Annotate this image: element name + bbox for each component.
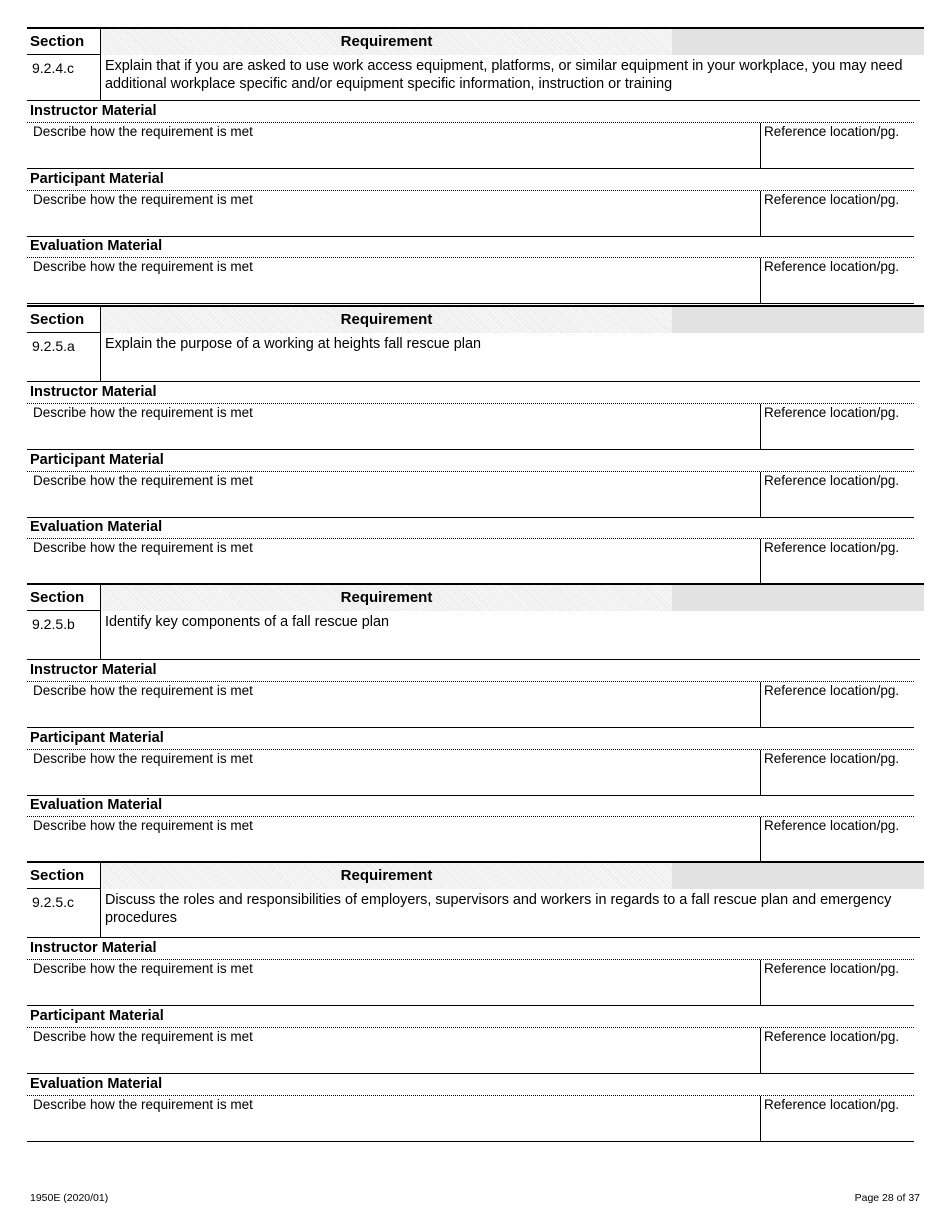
material-title: Instructor Material (30, 103, 157, 119)
material-title: Participant Material (30, 452, 164, 468)
requirement-block (27, 583, 924, 861)
describe-field[interactable]: Describe how the requirement is met (33, 124, 253, 139)
reference-field[interactable]: Reference location/pg. (760, 404, 914, 449)
reference-field[interactable]: Reference location/pg. (760, 1028, 914, 1073)
requirement-header: Requirement (100, 29, 672, 55)
form-id: 1950E (2020/01) (30, 1192, 109, 1204)
describe-field[interactable]: Describe how the requirement is met (33, 1097, 253, 1112)
reference-field[interactable]: Reference location/pg. (760, 960, 914, 1005)
table-header (27, 861, 924, 889)
requirement-block (27, 305, 924, 583)
material-title: Evaluation Material (30, 519, 163, 535)
reference-field[interactable]: Reference location/pg. (760, 123, 914, 168)
requirement-block (27, 861, 924, 1143)
section-code: 9.2.5.b (32, 616, 75, 632)
participant-material-group (27, 451, 914, 519)
describe-field[interactable]: Describe how the requirement is met (33, 192, 253, 207)
evaluation-material-group (27, 796, 914, 864)
table-header (27, 305, 924, 333)
participant-material-group (27, 1007, 914, 1075)
divider (27, 937, 920, 938)
section-code: 9.2.4.c (32, 60, 75, 76)
material-title: Evaluation Material (30, 797, 163, 813)
section-header: Section (30, 311, 85, 328)
material-title: Evaluation Material (30, 238, 163, 254)
divider (27, 100, 920, 101)
reference-field[interactable]: Reference location/pg. (760, 539, 914, 584)
instructor-material-group (27, 102, 914, 170)
reference-field[interactable]: Reference location/pg. (760, 682, 914, 727)
describe-field[interactable]: Describe how the requirement is met (33, 961, 253, 976)
reference-field[interactable]: Reference location/pg. (760, 258, 914, 303)
instructor-material-group (27, 661, 914, 729)
instructor-material-group (27, 939, 914, 1007)
section-code: 9.2.5.a (32, 338, 75, 354)
section-header: Section (30, 867, 85, 884)
divider (27, 381, 920, 382)
reference-field[interactable]: Reference location/pg. (760, 817, 914, 862)
table-header (27, 27, 924, 55)
describe-field[interactable]: Describe how the requirement is met (33, 1029, 253, 1044)
reference-field[interactable]: Reference location/pg. (760, 472, 914, 517)
instructor-material-group (27, 383, 914, 451)
describe-field[interactable]: Describe how the requirement is met (33, 473, 253, 488)
header-shade (672, 307, 924, 333)
header-shade (672, 585, 924, 611)
describe-field[interactable]: Describe how the requirement is met (33, 683, 253, 698)
evaluation-material-group (27, 518, 914, 586)
evaluation-material-group (27, 1075, 914, 1143)
material-title: Participant Material (30, 730, 164, 746)
requirement-header: Requirement (100, 307, 672, 333)
reference-field[interactable]: Reference location/pg. (760, 1096, 914, 1141)
material-title: Instructor Material (30, 384, 157, 400)
section-code: 9.2.5.c (32, 894, 75, 910)
describe-field[interactable]: Describe how the requirement is met (33, 259, 253, 274)
material-title: Instructor Material (30, 940, 157, 956)
requirement-text: Discuss the roles and responsibilities of employers, supervisors and workers in regards to a fall rescue plan and emergency procedures (100, 889, 924, 937)
participant-material-group (27, 729, 914, 797)
describe-field[interactable]: Describe how the requirement is met (33, 540, 253, 555)
evaluation-material-group (27, 237, 914, 305)
divider (27, 659, 920, 660)
material-title: Instructor Material (30, 662, 157, 678)
requirement-block (27, 27, 924, 305)
describe-field[interactable]: Describe how the requirement is met (33, 405, 253, 420)
describe-field[interactable]: Describe how the requirement is met (33, 751, 253, 766)
material-title: Evaluation Material (30, 1076, 163, 1092)
reference-field[interactable]: Reference location/pg. (760, 191, 914, 236)
section-header: Section (30, 589, 85, 606)
material-title: Participant Material (30, 1008, 164, 1024)
requirement-text: Identify key components of a fall rescue plan (100, 611, 924, 659)
material-title: Participant Material (30, 171, 164, 187)
header-shade (672, 863, 924, 889)
requirement-header: Requirement (100, 585, 672, 611)
requirement-text: Explain that if you are asked to use work access equipment, platforms, or similar equipment in your workplace, you may need additional workplace specific and/or equipment specific information, instruction or training (100, 55, 924, 100)
reference-field[interactable]: Reference location/pg. (760, 750, 914, 795)
section-header: Section (30, 33, 85, 50)
table-header (27, 583, 924, 611)
participant-material-group (27, 170, 914, 238)
requirement-header: Requirement (100, 863, 672, 889)
describe-field[interactable]: Describe how the requirement is met (33, 818, 253, 833)
requirement-text: Explain the purpose of a working at heights fall rescue plan (100, 333, 924, 381)
header-shade (672, 29, 924, 55)
page-number: Page 28 of 37 (854, 1192, 920, 1204)
